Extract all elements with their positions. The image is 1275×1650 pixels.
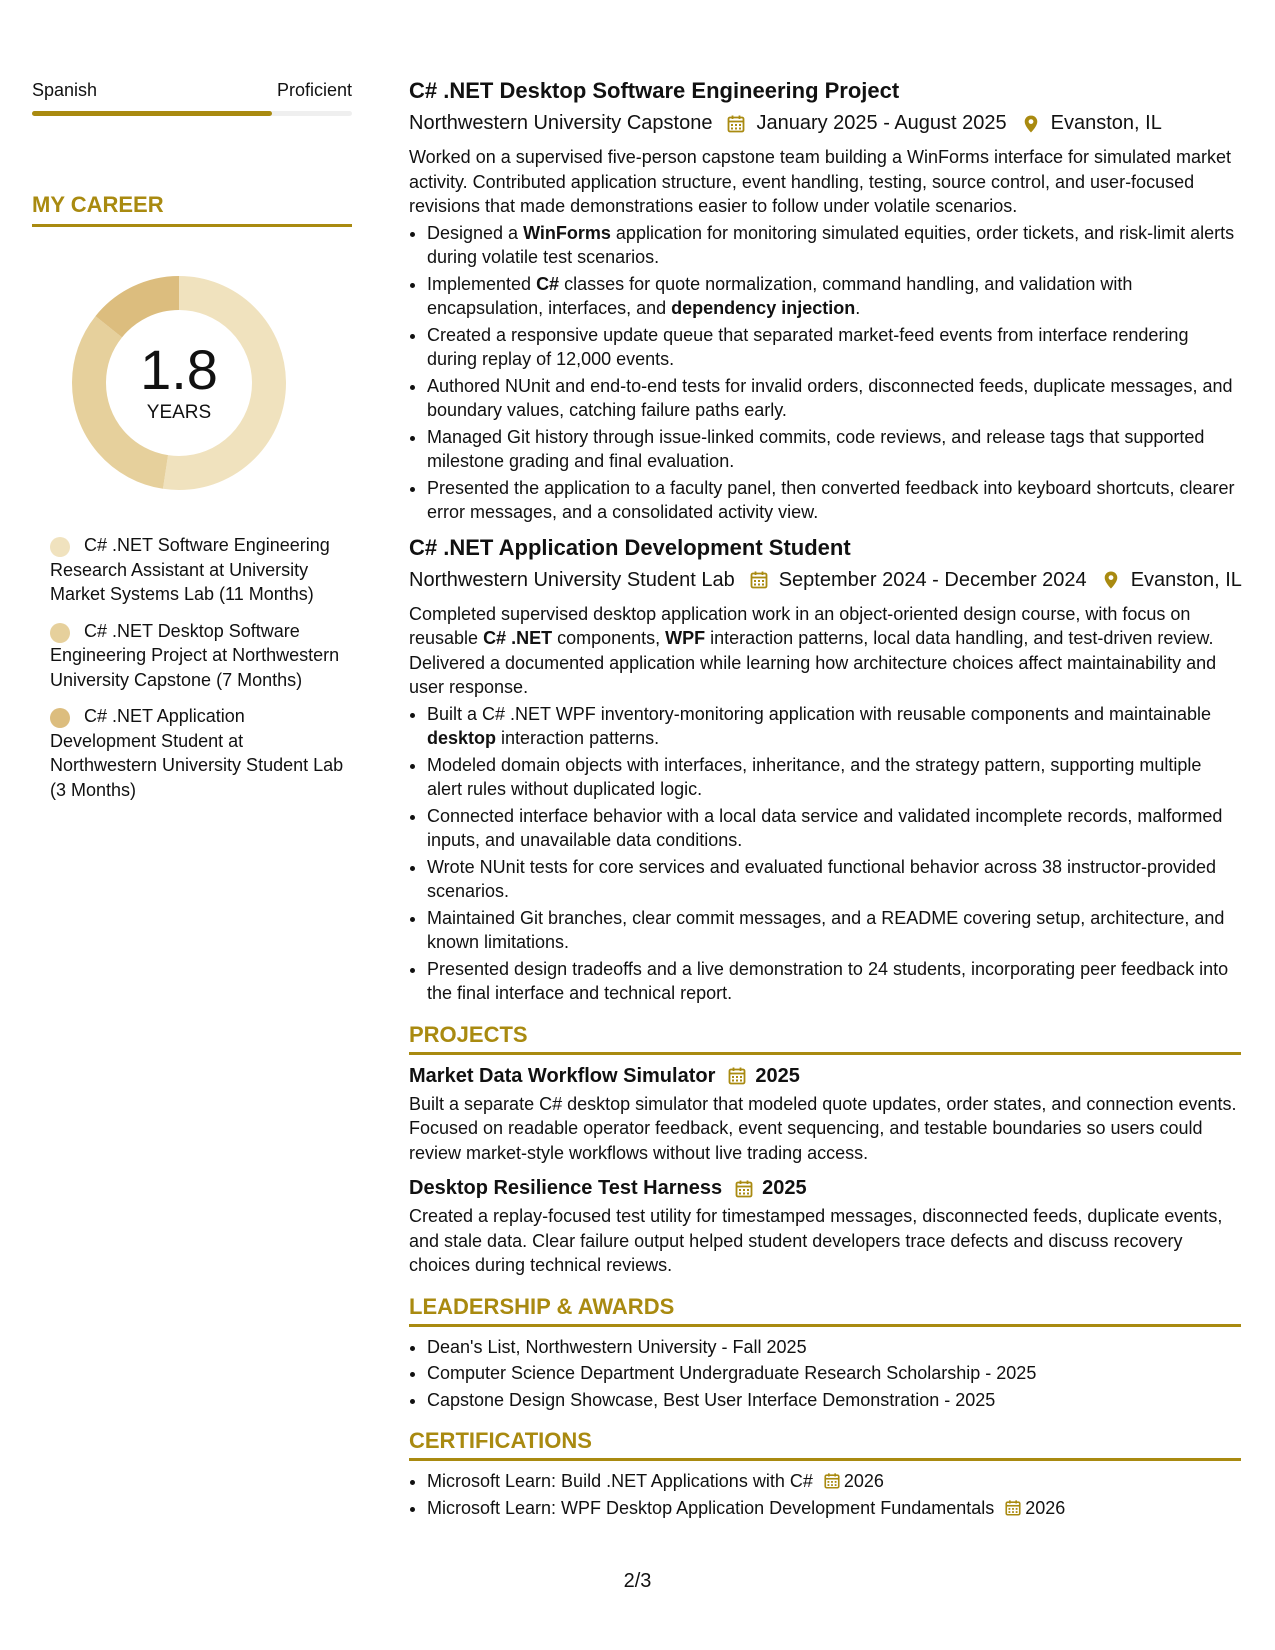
project-year: 2025 — [755, 1064, 800, 1087]
job-bullet: • Wrote NUnit tests for core services and evaluated functional behavior across 38 instructor-provided scenarios. — [427, 855, 1241, 904]
sidebar — [32, 80, 352, 814]
calendar-icon — [727, 1066, 747, 1086]
award-item: • Dean's List, Northwestern University - Fall 2025 — [427, 1335, 1241, 1360]
job-location: Evanston, IL — [1130, 568, 1242, 591]
job-bullets — [409, 221, 1241, 525]
job-bullet: • Implemented C# classes for quote normalization, command handling, and validation with encapsulation, interfaces, and dependency injection. — [427, 272, 1241, 321]
legend-dot — [50, 708, 70, 728]
job-bullet: • Presented design tradeoffs and a live demonstration to 24 students, incorporating peer feedback into the final interface and technical report. — [427, 957, 1241, 1006]
job-title: C# .NET Desktop Software Engineering Project — [409, 78, 900, 103]
award-item: • Capstone Design Showcase, Best User Interface Demonstration - 2025 — [427, 1388, 1241, 1413]
project-year: 2025 — [762, 1177, 807, 1199]
page-number: 2/3 — [623, 1570, 652, 1592]
project-entry — [409, 1065, 1241, 1166]
job-bullet: • Created a responsive update queue that separated market-feed events from interface rendering during replay of 12,000 events. — [427, 323, 1241, 372]
job-org: Northwestern University Capstone — [409, 112, 713, 134]
legend-label: C# .NET Application Development Student at Northwestern University Student Lab (3 Months) — [50, 706, 344, 800]
award-item: • Computer Science Department Undergraduate Research Scholarship - 2025 — [427, 1361, 1241, 1386]
awards-heading: LEADERSHIP & AWARDS — [409, 1294, 1241, 1327]
job-entry — [409, 78, 1241, 525]
language-level: Proficient — [276, 80, 352, 100]
certifications-list — [409, 1469, 1241, 1520]
career-legend — [50, 533, 352, 802]
legend-dot — [50, 623, 70, 643]
legend-label: C# .NET Desktop Software Engineering Project at Northwestern University Capstone (7 Months) — [50, 620, 340, 690]
project-title-row — [409, 1177, 1241, 1200]
certification-year: 2026 — [843, 1471, 884, 1491]
legend-item — [50, 619, 352, 693]
project-description: Built a separate C# desktop simulator that modeled quote updates, order states, and connection events. Focused on readable operator feedback, event sequencing, and testable boundaries so users could review market-style workflows without live trading access. — [409, 1093, 1237, 1163]
project-title: Market Data Workflow Simulator — [409, 1064, 716, 1087]
job-entry — [409, 535, 1241, 1006]
language-level-fill — [32, 111, 272, 116]
language-name: Spanish — [32, 80, 98, 100]
job-title: C# .NET Application Development Student — [409, 534, 851, 560]
job-bullet: • Presented the application to a faculty panel, then converted feedback into keyboard shortcuts, clearer error messages, and a consolidated activity view. — [427, 476, 1241, 525]
career-heading: MY CAREER — [32, 192, 352, 227]
language-level-bar — [32, 111, 352, 116]
job-location: Evanston, IL — [1050, 112, 1162, 134]
certification-name: • Microsoft Learn: Build .NET Applications with C# — [427, 1471, 813, 1491]
job-dates: September 2024 - December 2024 — [778, 568, 1087, 591]
project-entry — [409, 1177, 1241, 1278]
location-pin-icon — [1021, 114, 1041, 134]
certification-year: 2026 — [1025, 1497, 1066, 1518]
language-row — [32, 80, 352, 101]
job-bullet: • Connected interface behavior with a local data service and validated incomplete records, malformed inputs, and unavailable data conditions. — [427, 804, 1241, 853]
project-title-row — [409, 1065, 1241, 1088]
job-description: Completed supervised desktop application work in an object-oriented design course, with focus on reusable C# .NET components, WPF interaction patterns, local data handling, and test-driven review. Delivered a documented application while learning how architecture choices affect maintainability and user response. — [409, 603, 1217, 697]
legend-dot — [50, 537, 70, 557]
job-bullets — [409, 702, 1241, 1006]
job-meta — [409, 112, 1241, 135]
projects-heading: PROJECTS — [409, 1022, 1241, 1055]
job-meta — [409, 569, 1241, 592]
legend-label: C# .NET Software Engineering Research Assistant at University Market Systems Lab (11 Months) — [50, 535, 330, 604]
job-bullet: • Authored NUnit and end-to-end tests for invalid orders, disconnected feeds, duplicate messages, and boundary values, catching failure paths early. — [427, 374, 1241, 423]
career-donut-chart — [67, 271, 291, 495]
job-bullet: • Managed Git history through issue-linked commits, code reviews, and release tags that supported milestone grading and final evaluation. — [427, 425, 1241, 474]
project-description: Created a replay-focused test utility for timestamped messages, disconnected feeds, duplicate events, and stale data. Clear failure output helped student developers trace defects and discuss recovery choices during technical reviews. — [409, 1206, 1223, 1275]
job-bullet: • Built a C# .NET WPF inventory-monitoring application with reusable components and maintainable desktop interaction patterns. — [427, 702, 1241, 751]
project-title: Desktop Resilience Test Harness — [409, 1177, 723, 1199]
calendar-icon — [734, 1179, 754, 1199]
donut-total-value: 1.8 — [140, 338, 218, 401]
donut-center — [67, 271, 291, 495]
certification-item — [427, 1496, 1241, 1521]
main-content — [409, 78, 1241, 1522]
job-dates: January 2025 - August 2025 — [756, 112, 1007, 134]
calendar-icon — [749, 570, 769, 590]
location-pin-icon — [1101, 570, 1121, 590]
legend-item — [50, 704, 352, 802]
job-bullet: • Maintained Git branches, clear commit messages, and a README covering setup, architecture, and known limitations. — [427, 906, 1241, 955]
job-bullet: • Designed a WinForms application for monitoring simulated equities, order tickets, and risk-limit alerts during volatile test scenarios. — [427, 221, 1241, 270]
certification-item — [427, 1469, 1241, 1494]
calendar-icon — [823, 1472, 841, 1490]
job-description: Worked on a supervised five-person capstone team building a WinForms interface for simulated market activity. Contributed application structure, event handling, testing, source control, and user-focused revisions that made demonstrations easier to follow under volatile scenarios. — [409, 147, 1232, 216]
certification-name: • Microsoft Learn: WPF Desktop Application Development Fundamentals — [427, 1497, 995, 1518]
job-bullet: • Modeled domain objects with interfaces, inheritance, and the strategy pattern, supporting multiple alert rules without duplicated logic. — [427, 753, 1241, 802]
awards-list — [409, 1335, 1241, 1413]
certifications-heading: CERTIFICATIONS — [409, 1428, 1241, 1461]
job-org: Northwestern University Student Lab — [409, 568, 735, 591]
calendar-icon — [726, 114, 746, 134]
legend-item — [50, 533, 352, 607]
calendar-icon — [1004, 1499, 1022, 1517]
donut-unit: YEARS — [146, 402, 212, 423]
